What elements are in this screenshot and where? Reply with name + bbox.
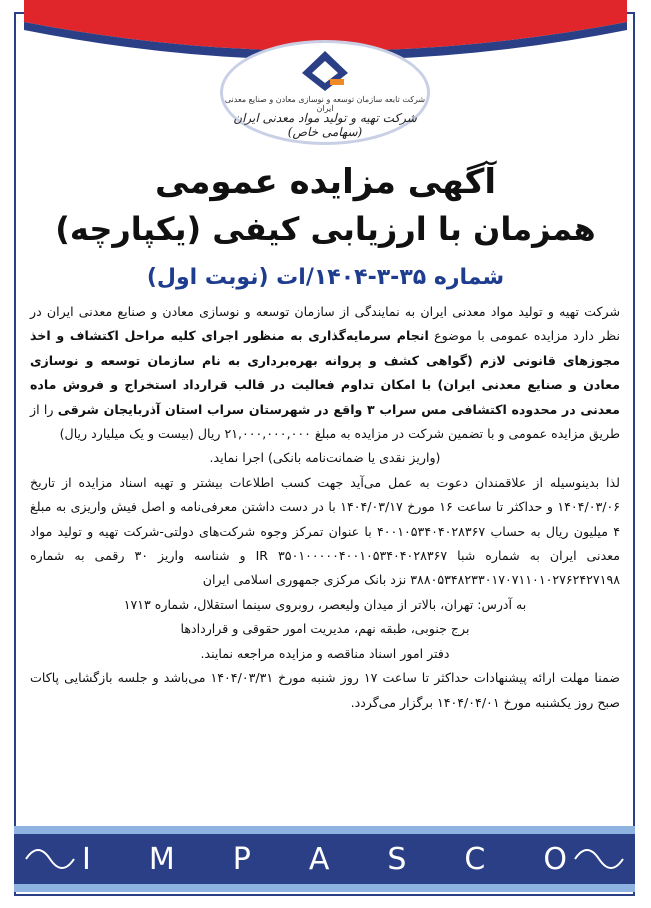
- logo-mark-icon: [300, 49, 350, 93]
- address-line-2: برج جنوبی، طبقه نهم، مدیریت امور حقوقی و قراردادها: [180, 621, 470, 637]
- footer-letter: C: [464, 841, 486, 877]
- footer-letter: I: [82, 841, 91, 877]
- p1-intro: شرکت تهیه و تولید مواد معدنی ایران به نمایندگی از سازمان توسعه و نوسازی معادن و صنایع معدنی ایران در نظر دارد مزایده عمومی با موضوع: [30, 304, 620, 344]
- footer-letter: P: [232, 841, 251, 877]
- footer-letter: S: [387, 841, 407, 877]
- address-line-1: به آدرس: تهران، بالاتر از میدان ولیعصر، روبروی سینما استقلال، شماره ۱۷۱۳: [123, 596, 527, 612]
- page-title: آگهی مزایده عمومی: [154, 162, 497, 202]
- footer-letter: O: [543, 841, 567, 877]
- notice-number: شماره ۳۵-۳-۱۴۰۴/ات (نوبت اول): [146, 265, 505, 290]
- p1-subject: انجام سرمایه‌گذاری به منظور اجرای کلیه مراحل اکتشاف و اخذ مجوزهای قانونی لازم (گواهی کشف و پروانه بهره‌برداری به نام سازمان توسعه و نوسازی معادن و صنایع معدنی ایران) با امکان تداوم فعالیت در قالب قرارداد استخراج و فروش ماده معدنی در محدوده اکتشافی مس سراب ۳ واقع در شهرستان سراب استان آذربایجان شرقی: [30, 328, 620, 417]
- footer-letter: M: [148, 841, 175, 877]
- paragraph-3: ضمنا مهلت ارائه پیشنهادات حداکثر تا ساعت ۱۷ روز شنبه مورخ ۱۴۰۴/۰۳/۳۱ می‌باشد و جلسه بازگشایی پاکات صبح روز یکشنبه مورخ ۱۴۰۴/۰۴/۰۱ برگزار می‌گردد.: [30, 670, 620, 710]
- paragraph-2: لذا بدینوسیله از علاقمندان دعوت به عمل می‌آید جهت کسب اطلاعات بیشتر و تهیه اسناد مزایده از تاریخ ۱۴۰۴/۰۳/۰۶ و حداکثر تا ساعت ۱۶ مورخ ۱۴۰۴/۰۳/۱۷ با در دست داشتن معرفی‌نامه و اصل فیش واریزی به مبلغ ۴ میلیون ریال به حساب ۴۰۰۱۰۵۳۴۰۴۰۲۸۳۶۷ با عنوان تمرکز وجوه شرکت‌های دولتی-شرکت تهیه و تولید مواد معدنی ایران به شماره شبا IR ۳۵۰۱۰۰۰۰۰۴۰۰۱۰۵۳۴۰۴۰۲۸۳۶۷ و شناسه واریز ۳۰ رقمی به شماره ۳۸۸۰۵۳۴۸۲۳۳۰۱۷۰۷۱۱۰۱۰۲۷۶۲۴۲۷۱۹۸ نزد بانک مرکزی جمهوری اسلامی ایران: [30, 474, 620, 588]
- paragraph-1: [30, 300, 620, 446]
- footer-banner: [14, 826, 635, 892]
- logo-company-small: شرکت تابعه سازمان توسعه و نوسازی معادن و صنایع معدنی ایران: [224, 95, 426, 113]
- p1-end: (واریز نقدی یا ضمانت‌نامه بانکی) اجرا نماید.: [209, 450, 441, 466]
- notice-body: [30, 300, 620, 715]
- p1-rest: را از طریق مزایده عمومی و با تضمین شرکت در مزایده به مبلغ ۲۱,۰۰۰,۰۰۰,۰۰۰ ریال (بیست و یک میلیارد ریال): [30, 401, 620, 442]
- logo-company-name: شرکت تهیه و تولید مواد معدنی ایران (سهامی خاص): [233, 111, 417, 139]
- footer-brand: [14, 826, 635, 892]
- footer-letter: A: [308, 841, 330, 877]
- company-logo: [220, 40, 430, 145]
- address-line-3: دفتر امور اسناد مناقصه و مزایده مراجعه نمایند.: [200, 645, 450, 661]
- page-subtitle: همزمان با ارزیابی کیفی (یکپارچه): [55, 210, 596, 248]
